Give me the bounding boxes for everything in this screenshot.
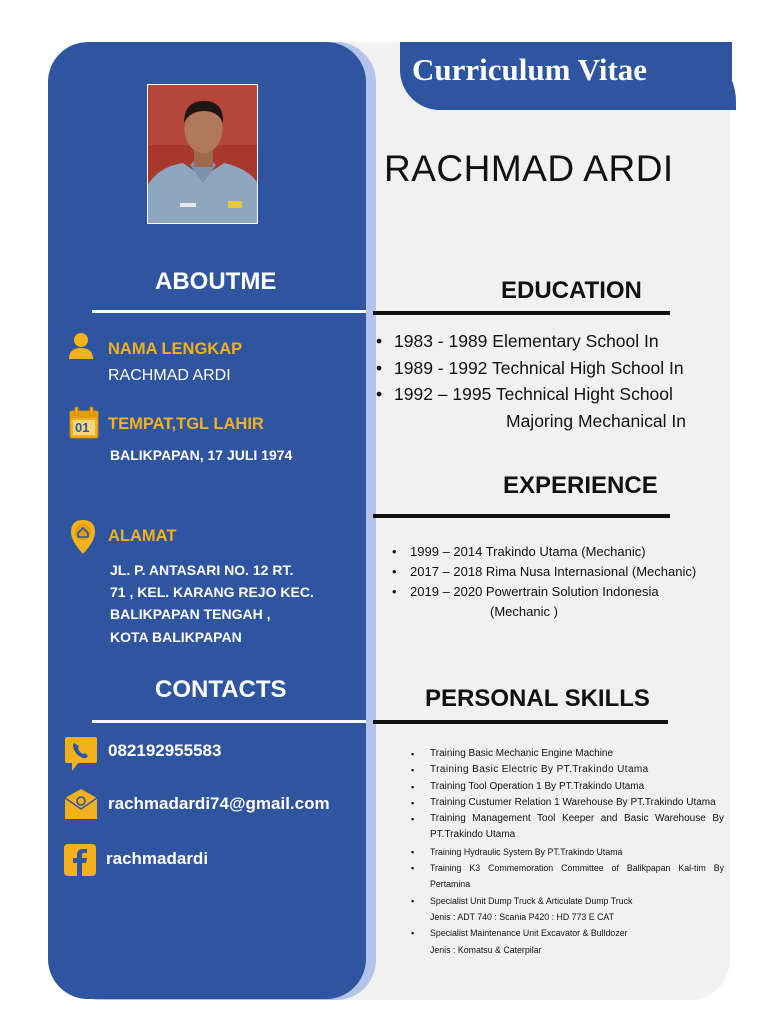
education-item: • 1989 - 1992 Technical High School In <box>376 355 686 382</box>
person-name: RACHMAD ARDI <box>384 148 674 189</box>
skill-item <box>410 893 724 926</box>
person-photo-icon <box>148 85 258 224</box>
facebook-icon <box>64 844 96 881</box>
address-line-4: KOTA BALIKPAPAN <box>110 629 242 645</box>
education-divider <box>373 311 670 315</box>
birth-label: TEMPAT,TGL LAHIR <box>108 415 264 433</box>
email-icon <box>64 788 98 825</box>
experience-heading: EXPERIENCE <box>503 472 658 499</box>
birth-value: BALIKPAPAN, 17 JULI 1974 <box>110 447 293 463</box>
address-line-3: BALIKPAPAN TENGAH , <box>110 606 271 622</box>
aboutme-divider <box>92 310 366 313</box>
skill-item: ▪ Training Custumer Relation 1 Warehouse By PT.Trakindo Utama <box>410 795 724 811</box>
contacts-divider <box>92 720 366 723</box>
skill-item-subline: Jenis : ADT 740 : Scania P420 : HD 773 E CAT <box>430 911 615 922</box>
location-home-icon <box>70 519 96 560</box>
skill-item: ▪ Training K3 Commemoration Committee of Balikpapan Kal-tim By Pertamina <box>410 860 724 893</box>
skill-item: ▪ Training Hydraulic System By PT.Trakindo Utama <box>410 844 724 860</box>
skill-item <box>410 925 724 958</box>
aboutme-heading: ABOUTME <box>155 268 277 295</box>
skill-item: ▪ Training Management Tool Keeper and Basic Warehouse By PT.Trakindo Utama <box>410 811 724 844</box>
calendar-icon <box>68 406 100 445</box>
skills-heading: PERSONAL SKILLS <box>425 685 650 712</box>
skill-item-subline: Jenis : Komatsu & Caterpilar <box>430 944 542 955</box>
address-line-2: 71 , KEL. KARANG REJO KEC. <box>110 584 314 600</box>
education-item-continuation: Majoring Mechanical In <box>506 410 686 431</box>
experience-divider <box>373 514 670 518</box>
skill-item: ▪ Training Tool Operation 1 By PT.Trakindo Utama <box>410 779 724 795</box>
full-name-value: RACHMAD ARDI <box>108 367 231 384</box>
cv-title: Curriculum Vitae <box>412 52 648 87</box>
education-list <box>376 328 686 434</box>
profile-photo <box>147 84 258 224</box>
email-address[interactable]: rachmadardi74@gmail.com <box>108 794 330 813</box>
education-item: • 1983 - 1989 Elementary School In <box>376 328 686 355</box>
address-label: ALAMAT <box>108 527 177 545</box>
skills-list <box>410 746 724 958</box>
experience-item-continuation: (Mechanic ) <box>490 604 558 619</box>
contacts-heading: CONTACTS <box>155 676 287 703</box>
phone-number[interactable]: 082192955583 <box>108 741 222 760</box>
skill-item: ▪ Training Basic Electric By PT.Trakindo Utama <box>410 762 724 778</box>
address-line-1: JL. P. ANTASARI NO. 12 RT. <box>110 562 294 578</box>
experience-item: • 2019 – 2020 Powertrain Solution Indonesia <box>392 582 696 602</box>
skill-item: ▪ Training Basic Mechanic Engine Machine <box>410 746 724 762</box>
experience-item: • 1999 – 2014 Trakindo Utama (Mechanic) <box>392 542 696 562</box>
education-item: • 1992 – 1995 Technical Hight School <box>376 381 686 408</box>
skill-item-text: Specialist Maintenance Unit Excavator & Bulldozer <box>430 928 628 939</box>
skills-divider <box>373 720 668 724</box>
phone-icon <box>64 736 98 777</box>
experience-list <box>392 542 696 622</box>
facebook-handle[interactable]: rachmadardi <box>106 849 209 868</box>
full-name-label: NAMA LENGKAP <box>108 340 243 358</box>
education-heading: EDUCATION <box>501 277 642 304</box>
calendar-day: 01 <box>75 420 90 435</box>
experience-item: • 2017 – 2018 Rima Nusa Internasional (Mechanic) <box>392 562 696 582</box>
person-icon <box>68 332 94 365</box>
skill-item-text: Specialist Unit Dump Truck & Articulate Dump Truck <box>430 895 633 906</box>
